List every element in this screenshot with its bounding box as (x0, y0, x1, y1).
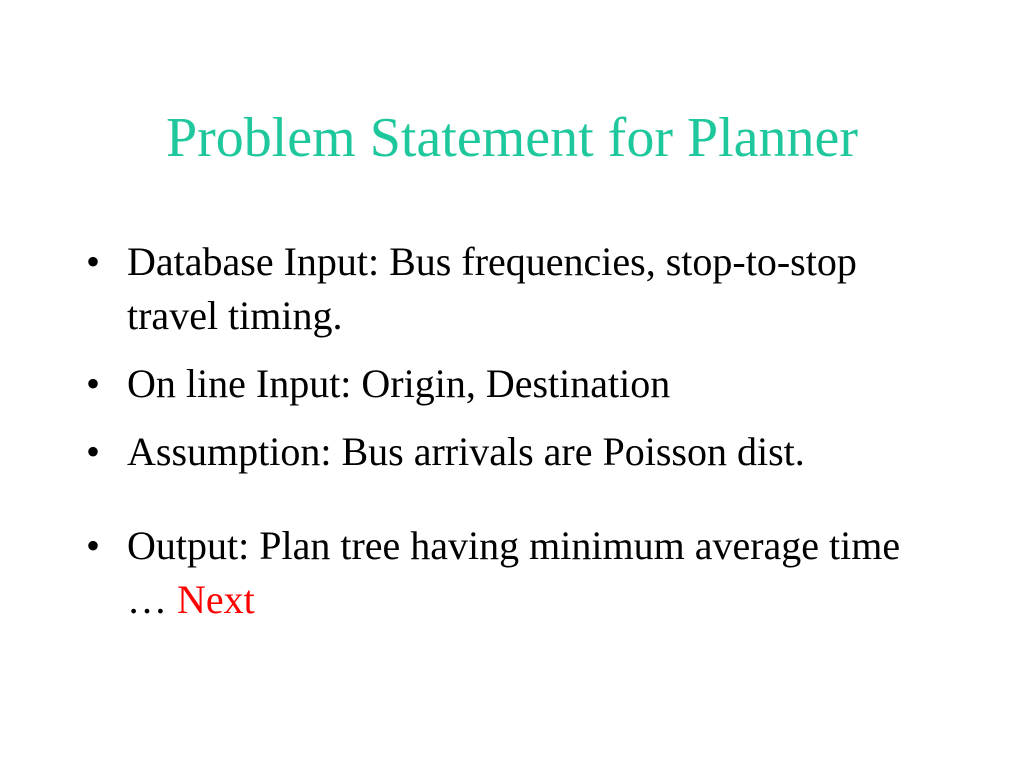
slide-title: Problem Statement for Planner (165, 107, 859, 169)
bullet-item-assumption (86, 425, 926, 479)
bullet-text: On line Input: Origin, Destination (127, 361, 671, 406)
bullet-list (86, 235, 926, 641)
bullet-item-database-input (86, 235, 926, 343)
bullet-dot-icon: • (86, 523, 101, 568)
bullet-text: Output: Plan tree having minimum average time … (127, 523, 901, 622)
bullet-dot-icon: • (86, 361, 101, 406)
bullet-dot-icon: • (86, 239, 101, 284)
bullet-text: Assumption: Bus arrivals are Poisson dist. (127, 429, 805, 474)
bullet-text: Database Input: Bus frequencies, stop-to-stop travel timing. (127, 239, 857, 338)
bullet-item-output (86, 519, 926, 627)
next-link[interactable]: Next (177, 577, 255, 622)
bullet-dot-icon: • (86, 429, 101, 474)
bullet-item-online-input (86, 357, 926, 411)
